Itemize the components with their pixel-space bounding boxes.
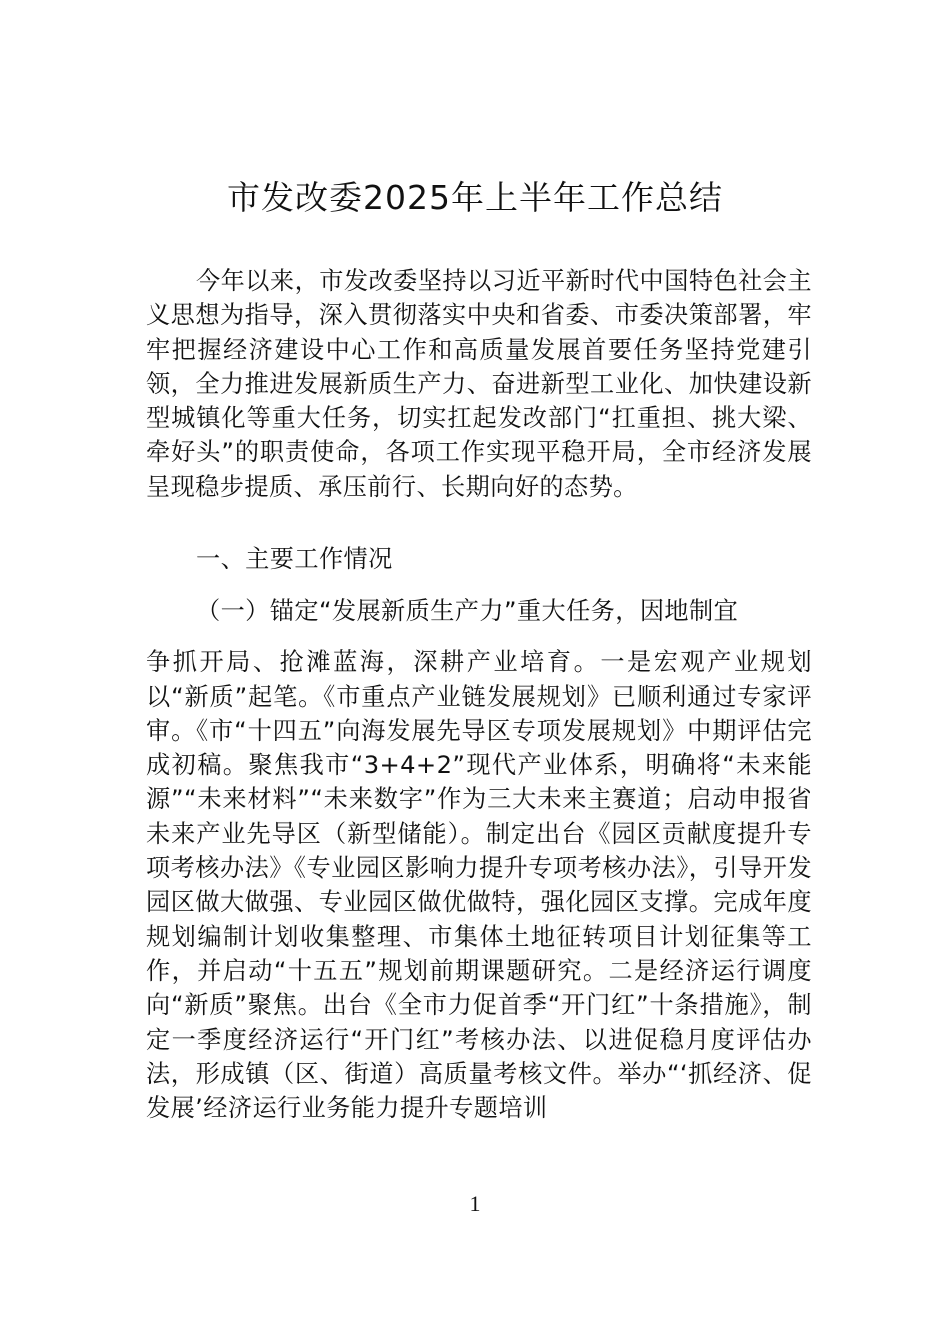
section-heading: 一、主要工作情况 [196,545,393,573]
intro-paragraph: 今年以来，市发改委坚持以习近平新时代中国特色社会主义思想为指导，深入贯彻落实中央和省委、市委决策部署，牢牢把握经济建设中心工作和高质量发展首要任务坚持党建引领，全力推进发展新质生产力、奋进新型工业化、加快建设新型城镇化等重大任务，切实扛起发改部门“扛重担、挑大梁、牵好头”的职责使命，各项工作实现平稳开局，全市经济发展呈现稳步提质、承压前行、长期向好的态势。 [146,267,812,501]
document-title: 市发改委2025年上半年工作总结 [227,178,723,217]
subsection-body: 争抓开局、抢滩蓝海，深耕产业培育。一是宏观产业规划以“新质”起笔。《市重点产业链发展规划》已顺利通过专家评审。《市“十四五”向海发展先导区专项发展规划》中期评估完成初稿。聚焦我市“3+4+2”现代产业体系，明确将“未来能源”“未来材料”“未来数字”作为三大未来主赛道；启动申报省未来产业先导区（新型储能）。制定出台《园区贡献度提升专项考核办法》《专业园区影响力提升专项考核办法》，引导开发园区做大做强、专业园区做优做特，强化园区支撑。完成年度规划编制计划收集整理、市集体土地征转项目计划征集等工作，并启动“十五五”规划前期课题研究。二是经济运行调度向“新质”聚焦。出台《全市力促首季“开门红”十条措施》，制定一季度经济运行“开门红”考核办法、以进促稳月度评估办法，形成镇（区、街道）高质量考核文件。举办“‘抓经济、促发展’经济运行业务能力提升专题培训 [146,648,812,1123]
page-number: 1 [469,1191,481,1216]
subsection-heading: （一）锚定“发展新质生产力”重大任务，因地制宜 [196,597,739,625]
subsection-block [146,594,812,1125]
